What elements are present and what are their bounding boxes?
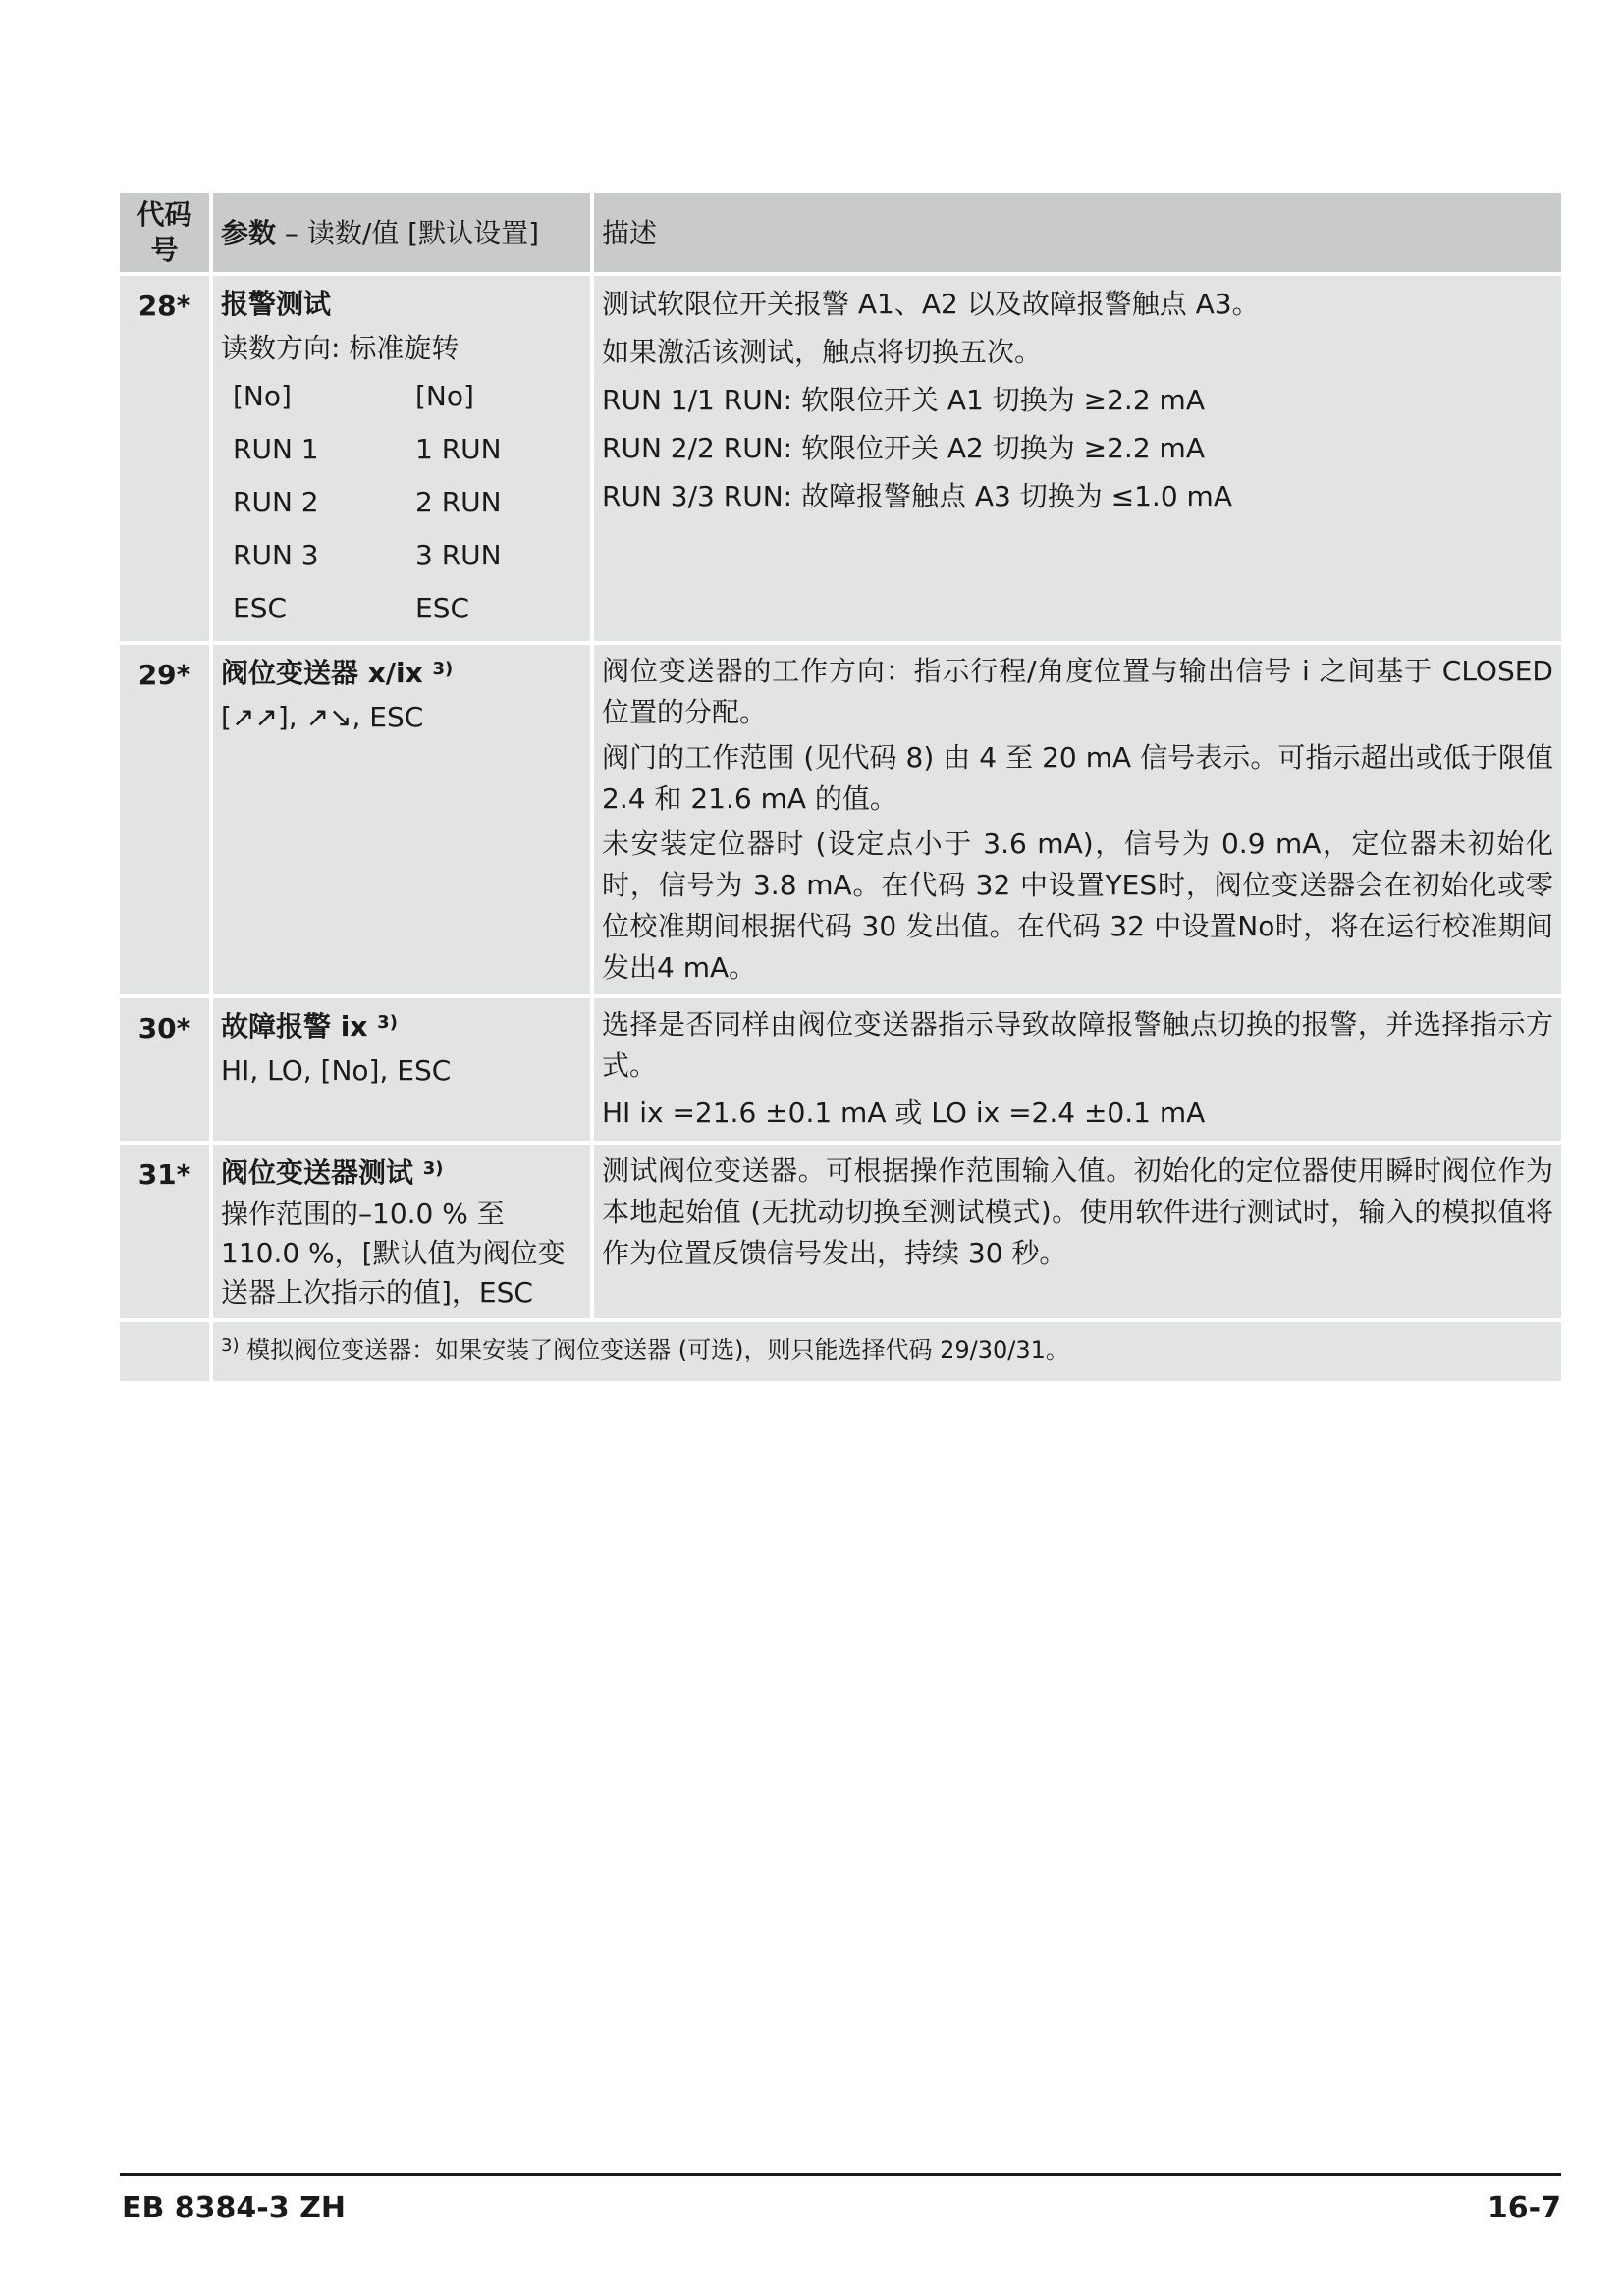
footnote-row [120, 1322, 1561, 1385]
code-cell: 28* [120, 276, 213, 645]
description-paragraph: HI ix =21.6 ±0.1 mA 或 LO ix =2.4 ±0.1 mA [602, 1096, 1206, 1129]
parameter-name-line [221, 1150, 582, 1195]
description-line: 如果激活该测试，触点将切换五次。 [602, 336, 1043, 368]
parameter-name-line [221, 651, 582, 695]
parameter-table [120, 193, 1561, 1385]
parameter-name: 报警测试 [221, 288, 332, 320]
footnote-text: 模拟阀位变送器：如果安装了阀位变送器 (可选)，则只能选择代码 29/30/31。 [239, 1336, 1069, 1363]
option-list [221, 370, 582, 635]
footnote-cell [213, 1322, 1561, 1385]
parameter-values: HI, LO, [No], ESC [221, 1054, 452, 1087]
option-item: 2 RUN [415, 486, 502, 518]
footnote-mark: 3) [221, 1335, 240, 1356]
option-item: RUN 3 [233, 539, 319, 571]
parameter-cell [213, 1145, 594, 1322]
parameter-values: 操作范围的–10.0 % 至 110.0 %，[默认值为阀位变送器上次指示的值]，ESC [221, 1198, 566, 1308]
header-description: 描述 [594, 193, 1561, 276]
parameter-name-line [221, 1004, 582, 1048]
page-number: 16-7 [1487, 2191, 1561, 2225]
description-paragraph: 选择是否同样由阀位变送器指示导致故障报警触点切换的报警，并选择指示方式。 [602, 1008, 1553, 1082]
option-item: [No] [415, 380, 474, 412]
option-item: [No] [233, 380, 292, 412]
document-number: EB 8384-3 ZH [122, 2191, 346, 2225]
parameter-name: 阀位变送器测试 [221, 1156, 414, 1189]
parameter-name: 故障报警 ix [221, 1010, 368, 1042]
description-paragraph: 未安装定位器时 (设定点小于 3.6 mA)，信号为 0.9 mA，定位器未初始化时，信号为 3.8 mA。在代码 32 中设置YES时，阀位变送器会在初始化或零位校准期间根据代码 30 发出值。在代码 32 中设置No时，将在运行校准期间发出4 mA。 [602, 828, 1553, 984]
header-param-label: 参数 [221, 216, 277, 249]
description-paragraph: 测试阀位变送器。可根据操作范围输入值。初始化的定位器使用瞬时阀位作为本地起始值 (无扰动切换至测试模式)。使用软件进行测试时，输入的模拟值将作为位置反馈信号发出，持续 30 秒。 [602, 1154, 1553, 1269]
table-row [120, 1145, 1561, 1322]
footnote-ref: 3) [422, 1158, 444, 1179]
description-cell [594, 1145, 1561, 1322]
description-paragraph: 阀位变送器的工作方向：指示行程/角度位置与输出信号 i 之间基于 CLOSED 位置的分配。 [602, 655, 1553, 728]
footnote-ref: 3) [377, 1012, 398, 1033]
table-row [120, 276, 1561, 645]
option-item: 1 RUN [415, 433, 502, 465]
footer-rule [120, 2173, 1561, 2176]
parameter-subtitle: 读数方向: 标准旋转 [221, 332, 460, 364]
parameter-cell [213, 998, 594, 1145]
footnote-ref: 3) [432, 659, 454, 679]
code-cell: 31* [120, 1145, 213, 1322]
parameter-cell [213, 645, 594, 998]
header-code: 代码号 [120, 193, 213, 276]
option-item: 3 RUN [415, 539, 502, 571]
table-row [120, 998, 1561, 1145]
header-parameter [213, 193, 594, 276]
description-line: 测试软限位开关报警 A1、A2 以及故障报警触点 A3。 [602, 288, 1260, 320]
option-item: ESC [415, 592, 470, 624]
description-line: RUN 1/1 RUN: 软限位开关 A1 切换为 ≥2.2 mA [602, 384, 1205, 416]
footnote-empty-cell [120, 1322, 213, 1385]
description-cell [594, 645, 1561, 998]
header-param-rest: – 读数/值 [默认设置] [276, 216, 539, 249]
description-cell [594, 998, 1561, 1145]
table-row [120, 645, 1561, 998]
table-header-row [120, 193, 1561, 276]
option-item: RUN 2 [233, 486, 319, 518]
description-cell [594, 276, 1561, 645]
option-item: RUN 1 [233, 433, 319, 465]
parameter-cell [213, 276, 594, 645]
code-cell: 29* [120, 645, 213, 998]
description-line: RUN 3/3 RUN: 故障报警触点 A3 切换为 ≤1.0 mA [602, 480, 1232, 512]
description-paragraph: 阀门的工作范围 (见代码 8) 由 4 至 20 mA 信号表示。可指示超出或低于限值 2.4 和 21.6 mA 的值。 [602, 741, 1553, 815]
option-item: ESC [233, 592, 288, 624]
parameter-values: [↗↗], ↗↘, ESC [221, 701, 424, 733]
parameter-name: 阀位变送器 x/ix [221, 657, 423, 689]
code-cell: 30* [120, 998, 213, 1145]
description-line: RUN 2/2 RUN: 软限位开关 A2 切换为 ≥2.2 mA [602, 432, 1205, 464]
